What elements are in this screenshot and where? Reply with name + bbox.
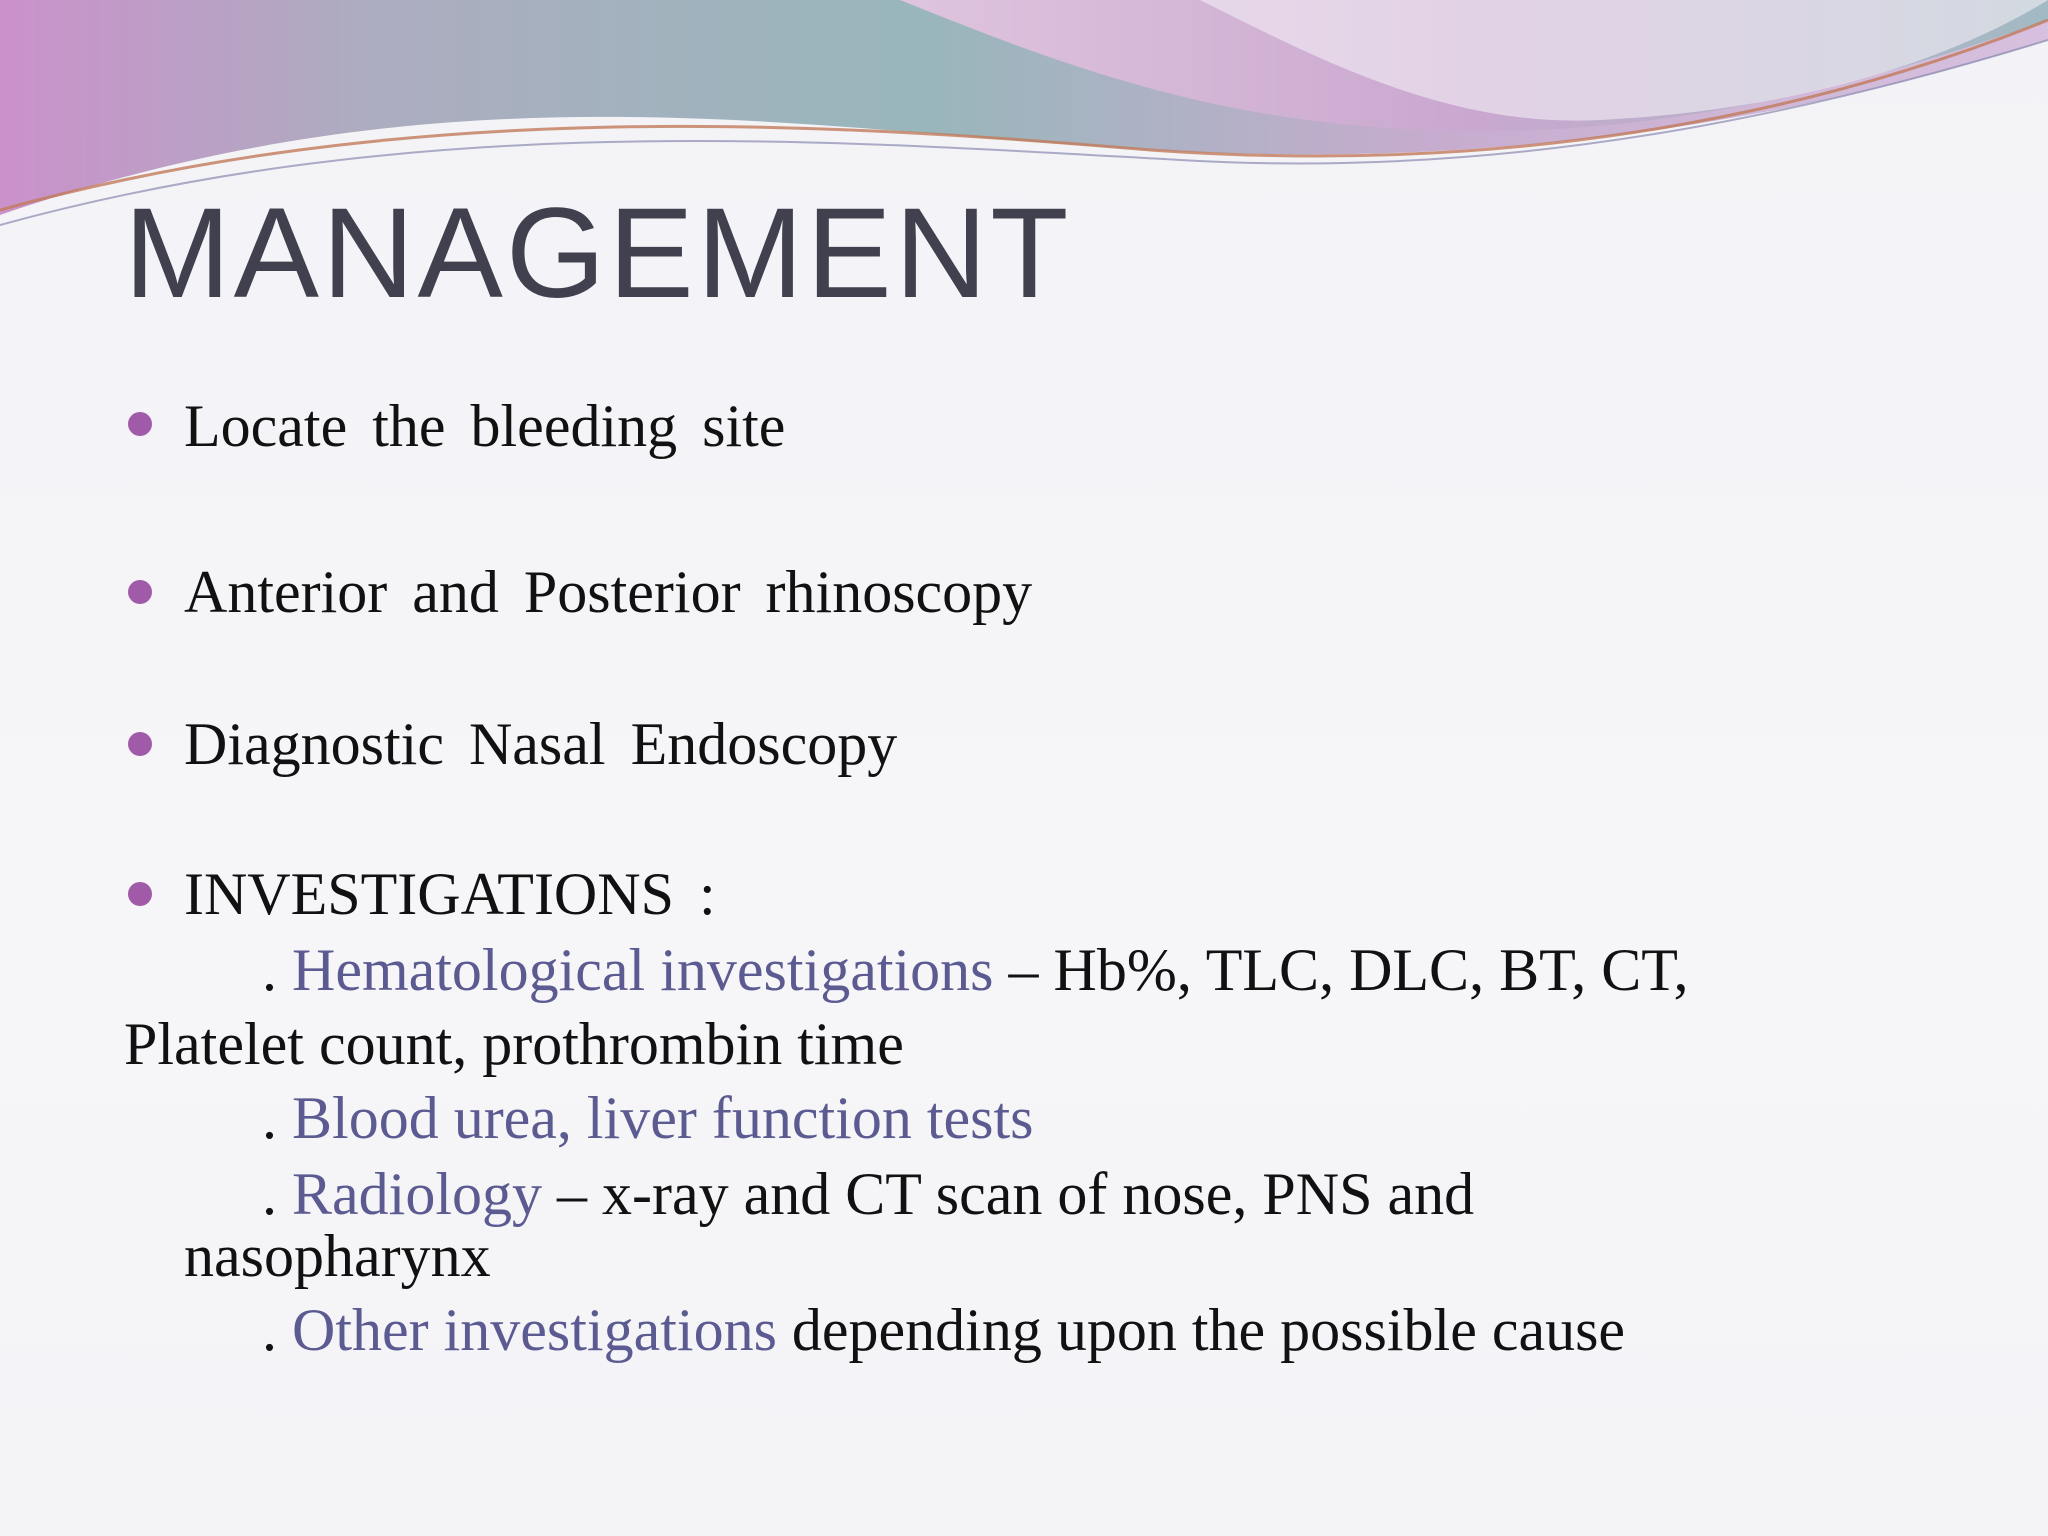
other-prefix: . <box>262 1297 292 1363</box>
other-investigations-detail: depending upon the possible cause <box>776 1297 1626 1363</box>
other-investigations-label: Other investigations <box>292 1297 777 1363</box>
blood-urea-line <box>262 1085 1034 1151</box>
radiology-detail: – x-ray and CT scan of nose, PNS and <box>542 1161 1475 1227</box>
blood-urea-label: Blood urea, liver function tests <box>292 1085 1034 1151</box>
hematology-line <box>262 937 1689 1003</box>
radiology-detail-continued: nasopharynx <box>184 1223 491 1289</box>
bullet-dot <box>128 732 152 756</box>
other-investigations-line <box>262 1297 1626 1363</box>
bullet-nasal-endoscopy: Diagnostic Nasal Endoscopy <box>184 711 898 777</box>
blood-prefix: . <box>262 1085 292 1151</box>
radiology-label: Radiology <box>292 1161 542 1227</box>
bullet-dot <box>128 412 152 436</box>
bullet-dot <box>128 882 152 906</box>
bullet-locate-bleeding-site: Locate the bleeding site <box>184 393 786 459</box>
radiology-line <box>262 1161 1475 1227</box>
hematology-tests: Hb%, TLC, DLC, BT, CT, <box>1053 937 1689 1003</box>
bullet-rhinoscopy: Anterior and Posterior rhinoscopy <box>184 559 1033 625</box>
slide-title: MANAGEMENT <box>124 182 1072 325</box>
radiology-prefix: . <box>262 1161 292 1227</box>
hematology-prefix: . <box>262 937 292 1003</box>
hematology-label: Hematological investigations <box>292 937 994 1003</box>
bullet-dot <box>128 580 152 604</box>
hematology-separator: – <box>993 937 1054 1003</box>
bullet-investigations-heading: INVESTIGATIONS : <box>184 861 716 927</box>
hematology-tests-continued: Platelet count, prothrombin time <box>124 1011 904 1077</box>
